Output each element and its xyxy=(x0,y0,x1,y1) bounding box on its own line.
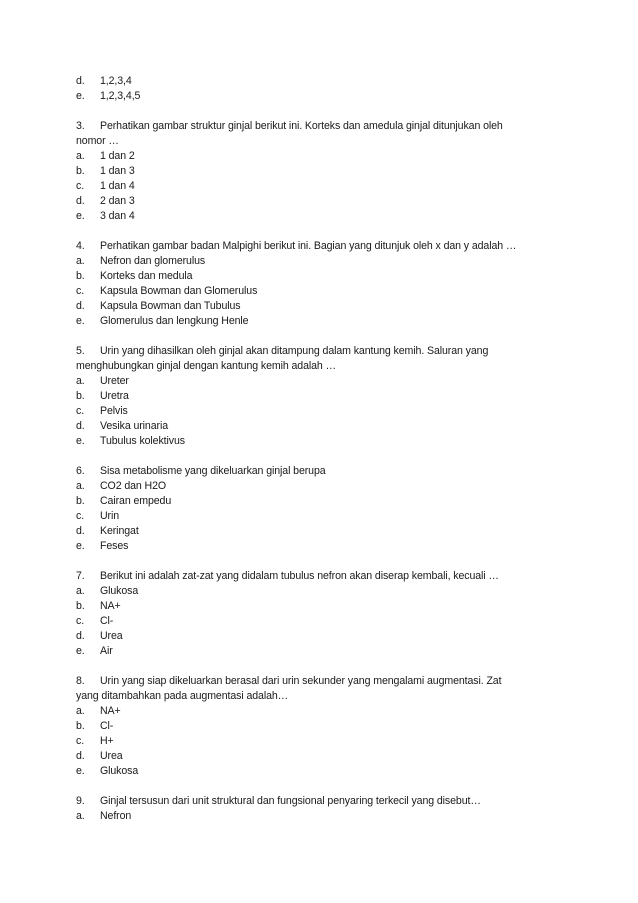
option-letter: d. xyxy=(76,525,85,537)
option-text: CO2 dan H2O xyxy=(100,480,167,492)
option-letter: a. xyxy=(76,255,85,267)
question-text: menghubungkan ginjal dengan kantung kemih adalah … xyxy=(76,360,337,372)
question-text: Urin yang dihasilkan oleh ginjal akan ditampung dalam kantung kemih. Saluran yang xyxy=(100,345,489,357)
option-letter: e. xyxy=(76,540,85,552)
answer-option xyxy=(76,149,566,164)
question-stem xyxy=(76,464,566,479)
option-letter: a. xyxy=(76,705,85,717)
option-text: Korteks dan medula xyxy=(100,270,193,282)
answer-option xyxy=(76,524,566,539)
answer-option xyxy=(76,419,566,434)
answer-option xyxy=(76,494,566,509)
option-text: Urin xyxy=(100,510,120,522)
option-letter: b. xyxy=(76,720,85,732)
option-letter: e. xyxy=(76,435,85,447)
option-letter: c. xyxy=(76,735,85,747)
answer-option xyxy=(76,764,566,779)
option-letter: b. xyxy=(76,495,85,507)
answer-option xyxy=(76,74,566,89)
answer-option xyxy=(76,404,566,419)
answer-option xyxy=(76,704,566,719)
option-text: Feses xyxy=(100,540,129,552)
question-block xyxy=(76,794,566,824)
option-text: Cl- xyxy=(100,615,114,627)
question-number: 8. xyxy=(76,675,85,687)
answer-option xyxy=(76,434,566,449)
option-text: Tubulus kolektivus xyxy=(100,435,185,447)
question-text: nomor … xyxy=(76,135,119,147)
option-letter: c. xyxy=(76,180,85,192)
option-letter: b. xyxy=(76,390,85,402)
question-stem xyxy=(76,689,566,704)
option-text: NA+ xyxy=(100,705,121,717)
answer-option xyxy=(76,284,566,299)
question-stem xyxy=(76,239,566,254)
option-text: Cairan empedu xyxy=(100,495,172,507)
question-block xyxy=(76,674,566,779)
answer-option xyxy=(76,209,566,224)
answer-option xyxy=(76,644,566,659)
answer-option xyxy=(76,254,566,269)
option-letter: e. xyxy=(76,210,85,222)
option-text: Kapsula Bowman dan Glomerulus xyxy=(100,285,258,297)
option-letter: a. xyxy=(76,810,85,822)
answer-option xyxy=(76,614,566,629)
answer-option xyxy=(76,374,566,389)
question-block xyxy=(76,119,566,224)
option-letter: c. xyxy=(76,285,85,297)
option-letter: e. xyxy=(76,90,85,102)
question-block xyxy=(76,464,566,554)
answer-option xyxy=(76,509,566,524)
option-letter: d. xyxy=(76,420,85,432)
option-letter: c. xyxy=(76,615,85,627)
option-text: Glukosa xyxy=(100,585,139,597)
question-number: 4. xyxy=(76,240,85,252)
question-block xyxy=(76,569,566,659)
question-block xyxy=(76,239,566,329)
answer-option xyxy=(76,89,566,104)
question-text: Berikut ini adalah zat-zat yang didalam tubulus nefron akan diserap kembali, kecuali … xyxy=(100,570,499,582)
question-stem xyxy=(76,359,566,374)
answer-option xyxy=(76,269,566,284)
option-letter: a. xyxy=(76,585,85,597)
option-text: 3 dan 4 xyxy=(100,210,135,222)
option-letter: a. xyxy=(76,150,85,162)
option-text: 1 dan 3 xyxy=(100,165,135,177)
option-letter: d. xyxy=(76,195,85,207)
answer-option xyxy=(76,749,566,764)
option-text: Pelvis xyxy=(100,405,128,417)
question-number: 6. xyxy=(76,465,85,477)
option-letter: c. xyxy=(76,510,85,522)
question-number: 5. xyxy=(76,345,85,357)
option-letter: b. xyxy=(76,600,85,612)
question-text: Ginjal tersusun dari unit struktural dan fungsional penyaring terkecil yang disebut… xyxy=(100,795,481,807)
option-letter: e. xyxy=(76,315,85,327)
question-number: 7. xyxy=(76,570,85,582)
option-text: Glukosa xyxy=(100,765,139,777)
question-stem xyxy=(76,674,566,689)
answer-option xyxy=(76,719,566,734)
option-text: 1 dan 4 xyxy=(100,180,135,192)
option-text: Nefron xyxy=(100,810,132,822)
answer-option xyxy=(76,629,566,644)
answer-option xyxy=(76,599,566,614)
question-spacer xyxy=(76,554,566,569)
option-text: Urea xyxy=(100,750,123,762)
option-letter: d. xyxy=(76,750,85,762)
option-text: NA+ xyxy=(100,600,121,612)
question-stem xyxy=(76,134,566,149)
answer-option xyxy=(76,809,566,824)
option-text: Ureter xyxy=(100,375,129,387)
answer-option xyxy=(76,584,566,599)
option-text: 1,2,3,4,5 xyxy=(100,90,141,102)
question-number: 3. xyxy=(76,120,85,132)
option-text: 2 dan 3 xyxy=(100,195,135,207)
option-text: 1,2,3,4 xyxy=(100,75,132,87)
option-text: Vesika urinaria xyxy=(100,420,168,432)
answer-option xyxy=(76,314,566,329)
option-letter: d. xyxy=(76,300,85,312)
answer-option xyxy=(76,479,566,494)
question-spacer xyxy=(76,659,566,674)
option-text: Keringat xyxy=(100,525,139,537)
option-letter: c. xyxy=(76,405,85,417)
question-spacer xyxy=(76,449,566,464)
option-text: Air xyxy=(100,645,113,657)
option-letter: e. xyxy=(76,645,85,657)
answer-option xyxy=(76,179,566,194)
option-text: Urea xyxy=(100,630,123,642)
option-letter: d. xyxy=(76,75,85,87)
question-spacer xyxy=(76,329,566,344)
question-stem xyxy=(76,569,566,584)
option-letter: b. xyxy=(76,270,85,282)
answer-option xyxy=(76,164,566,179)
option-text: Nefron dan glomerulus xyxy=(100,255,206,267)
question-block xyxy=(76,344,566,449)
question-text: Perhatikan gambar struktur ginjal berikut ini. Korteks dan amedula ginjal ditunjukan oleh xyxy=(100,120,503,132)
option-text: Uretra xyxy=(100,390,129,402)
question-stem xyxy=(76,119,566,134)
answer-option xyxy=(76,734,566,749)
option-letter: a. xyxy=(76,375,85,387)
question-text: Sisa metabolisme yang dikeluarkan ginjal berupa xyxy=(100,465,326,477)
answer-option xyxy=(76,539,566,554)
option-letter: b. xyxy=(76,165,85,177)
answer-option xyxy=(76,299,566,314)
question-spacer xyxy=(76,224,566,239)
option-text: Glomerulus dan lengkung Henle xyxy=(100,315,249,327)
answer-option xyxy=(76,389,566,404)
option-text: Kapsula Bowman dan Tubulus xyxy=(100,300,241,312)
quiz-content xyxy=(76,74,566,824)
option-letter: a. xyxy=(76,480,85,492)
question-stem xyxy=(76,344,566,359)
question-text: yang ditambahkan pada augmentasi adalah… xyxy=(76,690,289,702)
option-text: 1 dan 2 xyxy=(100,150,135,162)
question-text: Urin yang siap dikeluarkan berasal dari urin sekunder yang mengalami augmentasi. Zat xyxy=(100,675,502,687)
question-number: 9. xyxy=(76,795,85,807)
question-text: Perhatikan gambar badan Malpighi berikut ini. Bagian yang ditunjuk oleh x dan y adalah … xyxy=(100,240,517,252)
answer-option xyxy=(76,194,566,209)
option-text: Cl- xyxy=(100,720,114,732)
option-letter: d. xyxy=(76,630,85,642)
question-spacer xyxy=(76,104,566,119)
option-text: H+ xyxy=(100,735,114,747)
option-letter: e. xyxy=(76,765,85,777)
question-spacer xyxy=(76,779,566,794)
question-stem xyxy=(76,794,566,809)
